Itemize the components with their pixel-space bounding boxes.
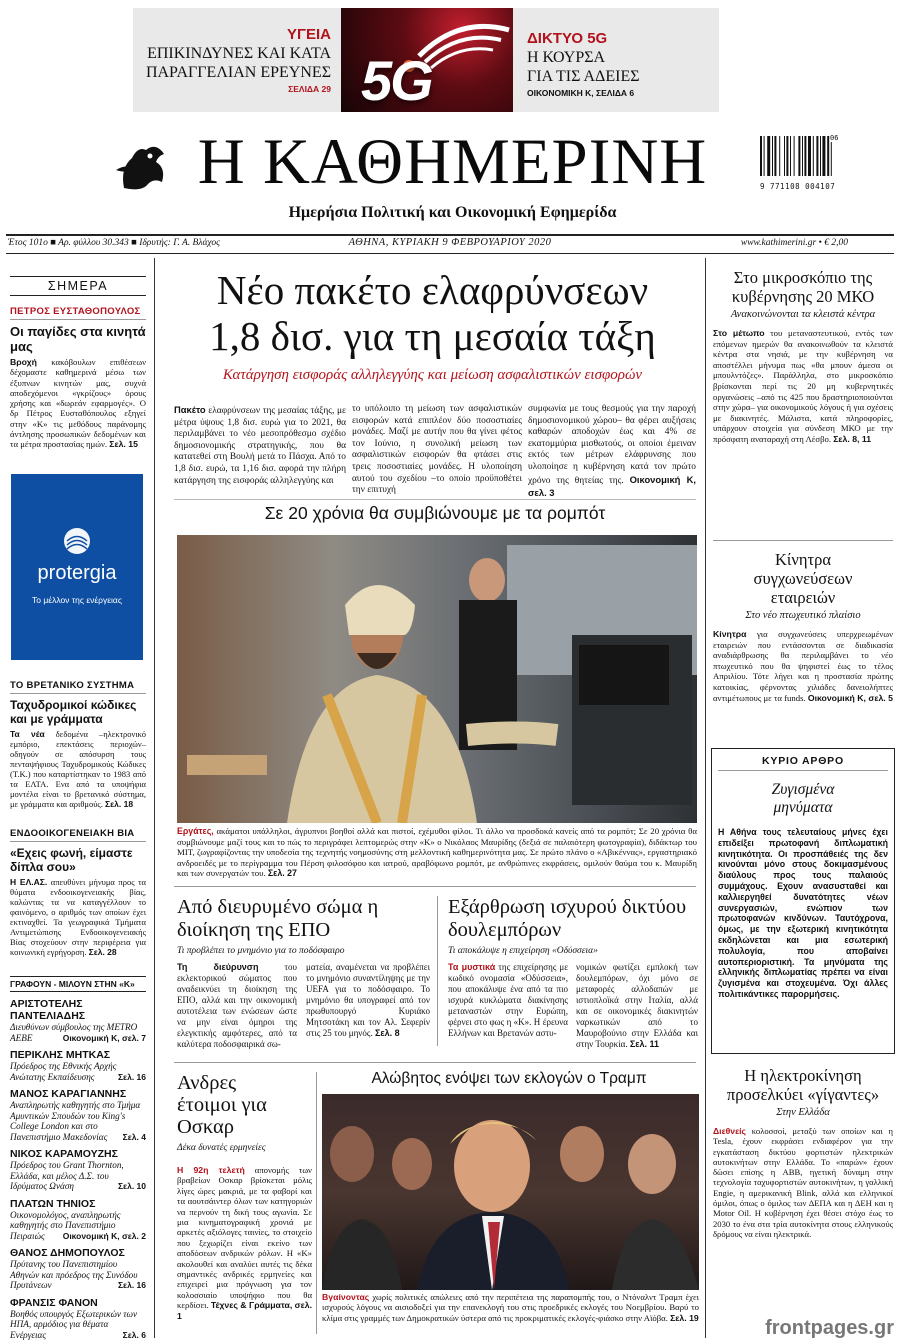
right-story-3-body: κολοσσοί, μεταξύ των οποίων και η Tesla, έχουν εκφράσει ενδιαφέρον για την εγκατάσταση δικτύου φορτιστών ηλεκτρικών αυτοκινήτων στην Ελλάδα. Το «παρών» έχουν δώσει επίσης η ABB, ηγετική δύναμη στην τεχνολογία ταχυφορτιστών αυτοκινήτων, η γαλλική Engie, η αμερικανική Blink, αλλά και ελληνικοί όμιλοι, όπως ο όμιλος των ΔΕΠΑ και η ΔΕΗ και η Motor Oil. Η κυβέρνηση έχει θέσει στόχο έως το 2030 το ένα στα τρία αυτοκίνητα στους ελληνικούς δρόμους να είναι ηλεκτρικά. <box>713 1126 893 1239</box>
contributor-item[interactable] <box>10 1148 146 1192</box>
contributor-name: ΝΙΚΟΣ ΚΑΡΑΜΟΥΖΗΣ <box>10 1148 118 1160</box>
contributor-name: ΦΡΑΝΣΙΣ ΦΑΝΟΝ <box>10 1296 98 1309</box>
editorial-body: Η Αθήνα τους τελευταίους μήνες έχει επιδείξει πρωτοφανή διπλωματική κινητικότητα. Οι προσπάθειές της δεν κινούνται μόνο στους δοκιμασμένους διαύλους προς τους παλαιούς συμμάχους. Εχουν ανασυσταθεί και καλλιεργηθεί δυνατότητες νέων συνεργασιών, ενώπιον των πρωτοφανών κινδύνων. Ταυτόχρονα, όμως, με την εξωτερική κινητικότητα εκδηλώνεται και μια εσωτερική πολυλογία, που αποβαίνει αυτοπεριοριστική. Τα μηνύματα της ελληνικής διπλωματίας πρέπει να είναι ζυγισμένα και στοχευμένα. Όχι άλλες πολιτικάντικες παρορμήσεις. <box>718 827 888 999</box>
left-story-2-body: δεδομένα –ηλεκτρονικό εμπόριο, επεκτάσεις περιοχών– οδηγούν σε απόσυρση τους πενταψήφιους Ταχυδρομικούς Κώδικες (Τ.Κ.) που καταρτίστηκαν το 1983 από τα ΕΛΤΑ. Ενα από τα υποψήφια μοντέλα είναι το βρετανικό σύστημα, με γράμματα και αριθμούς. <box>10 729 147 809</box>
watermark: frontpages.gr <box>765 1317 894 1339</box>
left-story-3-ref: Σελ. 28 <box>88 947 117 957</box>
robot-scene-icon <box>177 535 697 823</box>
contributors-header: ΓΡΑΦΟΥΝ - ΜΙΛΟΥΝ ΣΤΗΝ «Κ» <box>10 976 146 992</box>
left-story-1[interactable] <box>10 306 146 450</box>
barcode-bar <box>808 136 811 176</box>
smuggling-col-2-text: νομικών φωτίζει εμπλοκή των δουλεμπόρων, όχι μόνο σε μεταφορές αλλοδαπών με ιστιοπλοϊκά στην Ιταλία, αλλά και σε οικονομικές διακινητών ναρκωτικών από το Μαυροβούνιο στην Ελλάδα και στην Τουρκία. <box>576 962 698 1049</box>
left-story-1-body: κακόβουλων επιθέσεων δέχομαστε καθημερινά μέσω των έξυπνων κινητών μας, συχνά αποδεχόμενοι «γκρίζους» όρους χρήσης και «δωρεάν εφαρμογές». Ο δρ Πέτρος Ευσταθόπουλος εξηγεί στην «Κ» τις μεθόδους παράνομης άντλησης προσωπικών δεδομένων και τα μέτρα προστασίας ημών. <box>10 357 146 450</box>
trump-caption-text: χωρίς πολιτικές απώλειες από την περιπέτεια της παραπομπής του, ο Ντόναλντ Τραμπ έχει ισχυρούς λόγους να αισιοδοξεί για την επανεκλογή του στις προεδρικές εκλογές του Νοεμβρίου. Βαρύ το κλίμα στις γραμμές των Δημοκρατικών ύστερα από τις προκριματικές εκλογές-φιάσκο στην Αϊόβα. <box>322 1292 699 1323</box>
oscar-lead: Η 92η τελετή <box>177 1165 245 1175</box>
oscar-ref: Τέχνες & Γράμματα, σελ. 1 <box>177 1300 312 1321</box>
left-story-2-lead: Τα νέα <box>10 729 45 739</box>
smuggling-lead: Τα μυστικά <box>448 962 496 972</box>
masthead-title[interactable]: Η ΚΑΘΗΜΕΡΙΝΗ <box>197 126 708 198</box>
masthead-subtitle: Ημερήσια Πολιτική και Οικονομική Εφημερίδα <box>288 204 617 221</box>
teaser-left-ref: ΣΕΛΙΔΑ 29 <box>288 84 331 94</box>
contributor-role: Αναπληρωτής καθηγητής στο Τμήμα Αμυντικών Σπουδών του King's College London και στο Πανεπιστήμιο Μακεδονίας Σελ. 4 <box>10 1100 146 1142</box>
editorial[interactable] <box>711 748 895 1054</box>
contributor-ref: Σελ. 10 <box>117 1181 146 1191</box>
barcode-bar <box>816 136 818 176</box>
epo-col-2-text: ματεία, αναμένεται να προβλέπει το μνημόνιο συναντίληψης με την UEFA για το ποδόσφαιρο. Το μνημόνιο θα υπογραφεί από τον πρωθυπουργό Κυριάκο Μητσοτάκη και τον Αλ. Σεφερίν στις 25 του μηνός. <box>306 962 430 1038</box>
left-story-1-ref: Σελ. 15 <box>109 439 138 450</box>
editorial-title: Ζυγισμένα μηνύματα <box>771 781 835 816</box>
epo-col-1-text: του εκλεκτορικού σώματος που αναδεικνύει τη διοίκηση της ΕΠΟ, αλλά και την οικονομική αυτοτέλεια των ενώσεων ώστε να μην είναι όμηροι της ελεγκτικής αμφότερες, από τα καλύτερα ποδοσφαιρικά σω- <box>177 962 297 1049</box>
contributors-list <box>10 992 146 1340</box>
teaser-left-kicker: ΥΓΕΙΑ <box>286 26 331 43</box>
contributor-role: Οικονομολόγος, αναπληρωτής καθηγητής στο Πανεπιστήμιο Πειραιώς Οικονομική Κ, σελ. 2 <box>10 1209 146 1241</box>
contributor-item[interactable] <box>10 998 146 1043</box>
trump-caption-lead: Βγαίνοντας <box>322 1292 370 1302</box>
trump-ref: Σελ. 19 <box>670 1312 699 1323</box>
teaser-right-ref: ΟΙΚΟΝΟΜΙΚΗ Κ, ΣΕΛΙΔΑ 6 <box>527 88 635 98</box>
right-story-3-subhead: Στην Ελλάδα <box>776 1107 830 1118</box>
teaser-left-title-1: ΕΠΙΚΙΝΔΥΝΕΣ ΚΑΙ ΚΑΤΑ <box>147 45 331 62</box>
lead-col-3-text: συμφωνία με τους θεσμούς για την παροχή δημοσιονομικού χώρου– θα φέρει αυξήσεις καθαρών αποδοχών έως και 4% σε εκατομμύρια μισθωτούς, οι οποίοι έμειναν εκτός των μέτρων ελάφρυνσης που υλοποίησε η κυβέρνηση κατά τον πρώτο χρόνο της θητείας της. <box>528 404 696 486</box>
smuggling-subhead: Τι αποκάλυψε η επιχείρηση «Οδύσσεια» <box>448 946 598 956</box>
right-story-1-subhead: Ανακοινώνονται τα κλειστά κέντρα <box>730 309 876 320</box>
lead-col-1-lead: Πακέτο <box>174 404 206 415</box>
barcode-bar <box>827 136 829 176</box>
left-story-1-kicker: ΠΕΤΡΟΣ ΕΥΣΤΑΘΟΠΟΥΛΟΣ <box>10 306 146 320</box>
smuggling-headline: Εξάρθρωση ισχυρού δικτύου δουλεμπόρων <box>448 896 687 941</box>
left-story-2-kicker: ΤΟ ΒΡΕΤΑΝΙΚΟ ΣΥΣΤΗΜΑ <box>10 680 146 694</box>
contributor-ref: Σελ. 16 <box>117 1071 146 1082</box>
epo-story[interactable] <box>177 896 429 956</box>
contributor-name: ΑΡΙΣΤΟΤΕΛΗΣ ΠΑΝΤΕΛΙΑΔΗΣ <box>10 998 86 1022</box>
contributor-item[interactable] <box>10 1049 146 1082</box>
teaser-left[interactable] <box>133 8 341 112</box>
teaser-center-image[interactable] <box>341 8 513 112</box>
left-story-2-title: Ταχυδρομικοί κώδικες και με γράμματα <box>10 698 137 726</box>
barcode-bar <box>764 136 765 176</box>
robot-caption <box>177 826 697 879</box>
protergia-logo-icon <box>62 526 92 556</box>
dateline-right[interactable]: www.kathimerini.gr • € 2,00 <box>740 238 848 248</box>
left-story-3-kicker: ΕΝΔΟΟΙΚΟΓΕΝΕΙΑΚΗ ΒΙΑ <box>10 828 146 842</box>
barcode-bar <box>813 136 814 176</box>
barcode <box>760 136 846 190</box>
left-story-3-title: «Εχεις φωνή, είμαστε δίπλα σου» <box>10 846 133 874</box>
barcode-bar <box>804 136 806 176</box>
dateline-left: Έτος 101ο ■ Αρ. φύλλου 30.343 ■ Ιδρυτής: Γ. Α. Βλάχος <box>8 238 221 248</box>
barcode-bar <box>831 136 832 176</box>
protergia-ad[interactable] <box>11 474 143 660</box>
barcode-bar <box>820 136 821 176</box>
teaser-right-kicker: ΔΙΚΤΥΟ 5G <box>527 30 608 47</box>
left-story-2-ref: Σελ. 18 <box>105 799 134 809</box>
contributor-ref: Σελ. 6 <box>122 1329 146 1340</box>
trump-caption <box>322 1292 699 1323</box>
left-story-1-title: Οι παγίδες στα κινητά μας <box>10 324 146 354</box>
trump-photo[interactable] <box>322 1094 699 1290</box>
left-story-3-body: απευθύνει μήνυμα προς τα θύματα ενδοοικογενειακής βίας, καλώντας τα να καταγγέλλουν το φαινόμενο, ο αριθμός των οποίων έχει εκτιναχθεί. Τα γεωγραφικά Τμήματα Αντιμετώπισης Ενδοοικογενειακής Βίας στοχεύουν στην περιφέρεια για κοινωνική εγρήγορση. <box>10 877 146 957</box>
lead-headline-2[interactable]: 1,8 δισ. για τη μεσαία τάξη <box>209 313 656 359</box>
contributor-role: Πρόεδρος της Εθνικής Αρχής Ανώτατης Εκπαίδευσης Σελ. 16 <box>10 1061 146 1082</box>
left-story-3[interactable] <box>10 828 146 957</box>
robot-headline[interactable]: Σε 20 χρόνια θα συμβιώνουμε με τα ρομπότ <box>264 503 606 523</box>
contributor-name: ΘΑΝΟΣ ΔΗΜΟΠΟΥΛΟΣ <box>10 1247 125 1259</box>
right-story-3-lead: Διεθνείς <box>713 1126 747 1136</box>
barcode-bar <box>790 136 791 176</box>
barcode-bar <box>779 136 780 176</box>
lead-ref: Οικονομική Κ, σελ. 3 <box>528 473 696 499</box>
contributor-role: Πρόεδρος του Grant Thornton, Ελλάδα, και μέλος Δ.Σ. του Ιδρύματος Ωνάση Σελ. 10 <box>10 1160 146 1191</box>
protergia-tagline: Το μέλλον της ενέργειας <box>32 595 122 605</box>
left-story-2[interactable] <box>10 680 146 809</box>
lead-col-2: το υπόλοιπο τη μείωση των ασφαλιστικών εισφορών κατά επιπλέον δύο ποσοστιαίες μονάδες. Μαζί με αυτήν που θα γίνει φέτος τον Ιούνιο, η συνολική μείωση των ασφαλιστικών εισφορών θα φτάσει στις τρεις ποσοστιαίες μονάδες. Η υλοποίηση αυτού του σχεδίου –το οποίο προϋποθέτει την επιτυχή <box>352 404 522 496</box>
right-story-1-body: του μεταναστευτικού, εντός των επόμενων ημερών θα ανακοινωθούν τα κλειστά κέντρα στα νησιά, με την κυβέρνηση να αποστέλλει μήνυμα πως «θα μπουν άμεσα οι μπουλντόζες». Παράλληλα, στο μικροσκόπιο βρίσκονται περί τις 20 μη κυβερνητικές οργανώσεις –από τις 425 που δραστηριοποιούνται στην χώρα– για οικονομικούς λόγους ή για σχέσεις με διακινητές. Μάλιστα, κατά πληροφορίες, υπάρχουν στοιχεία για σύνδεση ΜΚΟ με την πρόσφατη αναταραχή στη Λέσβο. <box>713 328 893 444</box>
lead-subhead: Κατάργηση εισφοράς αλληλεγγύης και μείωση ασφαλιστικών εισφορών <box>222 367 643 383</box>
contributor-ref: Οικονομική Κ, σελ. 7 <box>62 1032 146 1043</box>
contributor-ref: Οικονομική Κ, σελ. 2 <box>62 1230 146 1241</box>
oscar-headline: Ανδρες έτοιμοι για Οσκαρ <box>177 1072 267 1138</box>
contributor-name: ΠΕΡΙΚΛΗΣ ΜΗΤΚΑΣ <box>10 1049 111 1061</box>
lead-col-1-text: ελαφρύνσεων της μεσαίας τάξης, με μέτρα ύψους 1,8 δισ. ευρώ για το 2021, θα περιλαμβάνει το νέο μεσοπρόθεσμο σχέδιο δημοσιονομικής στρατηγικής, που θα κατατεθεί στη Βουλή μετά το Πάσχα. Από το 1,8 δισ. ευρώ, τα 1,16 δισ. αφορά την πλήρη κατάργηση της εισφοράς αλληλεγγύης και <box>174 406 346 486</box>
teaser-right-title-1: Η ΚΟΥΡΣΑ <box>527 49 606 66</box>
trump-scene-icon <box>322 1094 699 1290</box>
teaser-right-title-2: ΓΙΑ ΤΙΣ ΑΔΕΙΕΣ <box>527 68 640 85</box>
teaser-right[interactable] <box>513 8 719 112</box>
epo-col-1 <box>177 962 297 1050</box>
robot-caption-text: ακάματοι υπάλληλοι, άγρυπνοι βοηθοί αλλά και πιστοί, εχέμυθοι φίλοι. Τι άλλο να προσδοκά κανείς από τα ρομπότ; Σε 20 χρόνια θα συμβιώνουμε μαζί τους και το πώς το περιγράφει λεπτομερώς στην «Κ» ο Νικόλαος Μαυρίδης (δεξιά σε παλαιότερη φωτογραφία), διδάκτωρ του MIT, ζωγραφίζοντας την υποδεσία της τεχνητής νοημοσύνης στη μελλοντική καθημερινότητα μας. Σε πρώτο πλάνο ο «Αβικέννας», εργαστηριακό ανδροειδές με το περίγραμμα του Πέρση φιλοσόφου και ιατρού, αραβόφωνο ρομπότ, με ανθρώπινες εκφράσεις, ομιλούν θαύμα του κ. Μαυρίδη και των συνεργατών του. <box>177 826 697 879</box>
right-story-1-lead: Στο μέτωπο <box>713 328 765 338</box>
left-story-3-lead: Η ΕΛ.ΑΣ. <box>10 877 48 887</box>
oscar-subhead: Δέκα δυνατές ερμηνείες <box>177 1143 266 1153</box>
right-story-2-ref: Οικονομική Κ, σελ. 5 <box>807 692 893 703</box>
barcode-bar <box>794 136 795 176</box>
epo-col-2 <box>306 962 430 1039</box>
contributor-ref: Σελ. 16 <box>117 1280 146 1290</box>
contributor-name: ΜΑΝΟΣ ΚΑΡΑΓΙΑΝΝΗΣ <box>10 1088 127 1100</box>
barcode-bar <box>774 136 776 176</box>
right-story-2-body: για συγχωνεύσεις υπερχρεωμένων εταιρειών που εντάσσονται σε διαδικασία αναδιάρθρωσης θα περιλαμβάνει το νέο πτωχευτικό που θα ψηφιστεί έως το τέλος Απριλίου. Τότε λήγει και η προστασία πρώτης κατοικίας, φέρνοντας χιλιάδες δανειολήπτες αντιμέτωπους με τα funds. <box>713 629 893 703</box>
lead-col-3 <box>528 404 696 501</box>
right-story-2-title: Κίνητρα συγχωνεύσεων εταιρειών <box>753 550 853 607</box>
lead-col-1 <box>174 404 346 487</box>
barcode-bar <box>802 136 803 176</box>
right-story-3-title: Η ηλεκτροκίνηση προσελκύει «γίγαντες» <box>726 1066 880 1104</box>
right-story-2[interactable] <box>713 550 893 703</box>
barcode-bar <box>767 136 770 176</box>
today-label: ΣΗΜΕΡΑ <box>10 276 146 296</box>
oscar-story[interactable] <box>177 1072 312 1321</box>
teaser-left-title-2: ΠΑΡΑΓΓΕΛΙΑΝ ΕΡΕΥΝΕΣ <box>145 64 331 81</box>
right-story-2-lead: Κίνητρα <box>713 629 747 639</box>
epo-lead: Τη διεύρυνση <box>177 962 259 972</box>
barcode-number: 9 771108 004107 <box>760 182 836 191</box>
right-story-1-ref: Σελ. 8, 11 <box>833 433 872 444</box>
robot-photo[interactable] <box>177 535 697 823</box>
contributor-role: Πρύτανης του Πανεπιστημίου Αθηνών και πρόεδρος της Συνόδου Πρυτάνεων Σελ. 16 <box>10 1259 146 1290</box>
barcode-issue: 06 <box>830 134 839 142</box>
barcode-bar <box>760 136 762 176</box>
smuggling-col-1 <box>448 962 568 1039</box>
smuggling-col-1-text: της επιχείρησης με κωδικό ονομασία «Οδύσσεια», που αποκάλυψε ένα από τα πιο ισχυρά κυκλώματα διακίνησης μεταναστών στην Ευρώπη, φέρνει στο φως η «Κ». Η έρευνα Ελλήνων και Βρετανών αστυ- <box>448 962 568 1038</box>
contributor-ref: Σελ. 4 <box>122 1131 146 1142</box>
protergia-brand: protergia <box>37 562 117 584</box>
barcode-bar <box>822 136 825 176</box>
barcode-bar <box>786 136 788 176</box>
right-story-2-subhead: Στο νέο πτωχευτικό πλαίσιο <box>745 610 861 621</box>
right-story-1-title: Στο μικροσκόπιο της κυβέρνησης 20 ΜΚΟ <box>731 268 875 306</box>
contributor-item[interactable] <box>10 1297 146 1341</box>
barcode-bar <box>784 136 785 176</box>
smuggling-story[interactable] <box>448 896 698 956</box>
robot-caption-lead: Εργάτες, <box>177 826 214 836</box>
barcode-bar <box>772 136 773 176</box>
barcode-icon <box>760 136 846 178</box>
contributor-role: Διευθύνων σύμβουλος της METRO AEBE Οικονομική Κ, σελ. 7 <box>10 1022 146 1043</box>
epo-headline: Από διευρυμένο σώμα η διοίκηση της ΕΠΟ <box>177 896 379 941</box>
contributor-name: ΠΛΑΤΩΝ ΤΗΝΙΟΣ <box>10 1197 96 1210</box>
contributor-role: Βοηθός υπουργός Εξωτερικών των ΗΠΑ, αρμόδιος για θέματα Ενέργειας Σελ. 6 <box>10 1308 146 1340</box>
left-story-1-lead: Βροχή <box>10 357 37 367</box>
dateline-center: ΑΘΗΝΑ, ΚΥΡΙΑΚΗ 9 ΦΕΒΡΟΥΑΡΙΟΥ 2020 <box>348 237 552 248</box>
trump-headline[interactable]: Αλώβητος ενόψει των εκλογών ο Τραμπ <box>371 1070 647 1087</box>
robot-ref: Σελ. 27 <box>267 868 297 879</box>
epo-subhead: Τι προβλέπει το μνημόνιο για το ποδόσφαιρο <box>177 946 345 956</box>
contributor-item[interactable] <box>10 1088 146 1142</box>
right-story-3[interactable] <box>713 1066 893 1239</box>
masthead-logo <box>112 138 174 196</box>
smuggling-col-2 <box>576 962 698 1050</box>
oscar-body: απονομής των βραβείων Οσκαρ βρίσκεται μόλις λίγες ώρες μακριά, με τα φαβορί και τα αουτσάιντερ όλων των κατηγοριών να περνούν τη δική τους αγωνία. Σε μια κινηματογραφική χρονιά με αρκετές αξιόλογες ταινίες, το στοιχείο που ξεχωρίζει είναι εκείνο των αποδόσεων ανδρικών ρόλων. Η «Κ» ακολουθεί και αναλύει αυτές τις δέκα σημαντικές ανδρικές ερμηνείες και επιχειρεί μια πρόγνωση για τον κολοσσιαίο υποψήφιο που θα κερδίσει. <box>177 1165 312 1311</box>
owl-emblem-icon <box>112 138 174 196</box>
contributor-item[interactable] <box>10 1198 146 1242</box>
5g-badge: 5G <box>361 49 432 112</box>
barcode-bar <box>798 136 800 176</box>
contributor-item[interactable] <box>10 1247 146 1291</box>
lead-headline-1[interactable]: Νέο πακέτο ελαφρύνσεων <box>216 267 649 313</box>
epo-ref: Σελ. 8 <box>374 1028 400 1038</box>
editorial-label: ΚΥΡΙΟ ΑΡΘΡΟ <box>718 755 888 771</box>
right-story-1[interactable] <box>713 268 893 445</box>
smuggling-ref: Σελ. 11 <box>629 1039 660 1049</box>
